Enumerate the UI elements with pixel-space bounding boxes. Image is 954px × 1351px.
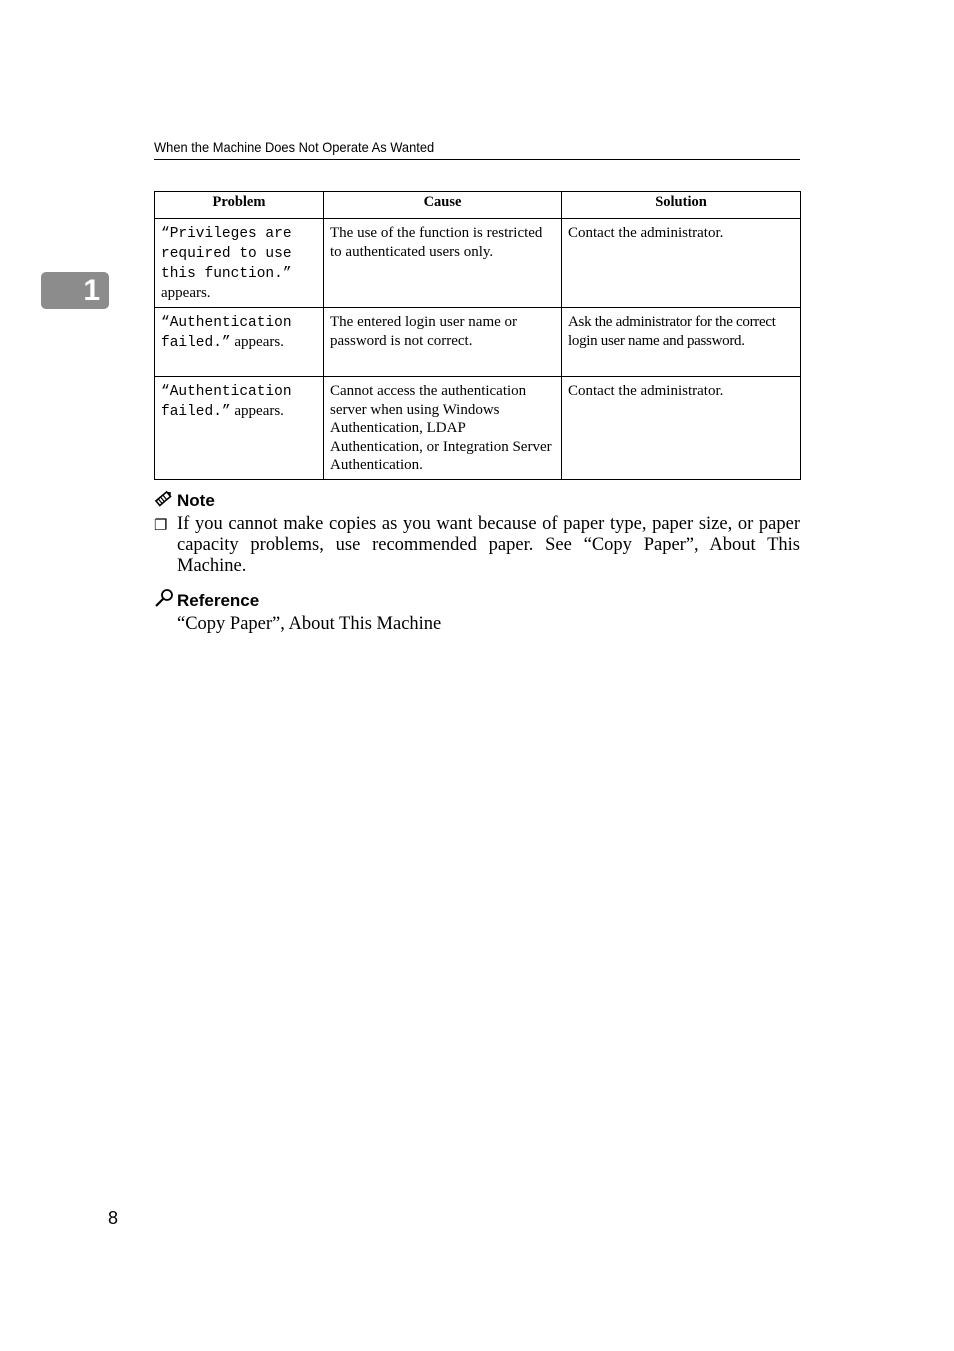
page-number: 8 bbox=[108, 1208, 119, 1228]
problem-message: “Authentication failed.” bbox=[161, 315, 292, 351]
troubleshooting-table bbox=[154, 191, 801, 480]
problem-cell bbox=[155, 308, 324, 377]
reference-heading-label: Reference bbox=[177, 590, 260, 610]
column-header-solution: Solution bbox=[562, 192, 801, 219]
problem-suffix: appears. bbox=[230, 403, 284, 419]
note-list-item bbox=[154, 514, 800, 577]
note-heading bbox=[154, 489, 215, 512]
note-text: If you cannot make copies as you want because of paper type, paper size, or paper capacity problems, use recommended paper. See “Copy Paper”, About This Machine. bbox=[177, 514, 800, 576]
table-header-row bbox=[155, 192, 801, 219]
header-rule bbox=[154, 159, 800, 160]
column-header-problem: Problem bbox=[155, 192, 324, 219]
solution-cell: Contact the administrator. bbox=[562, 219, 801, 308]
problem-cell bbox=[155, 377, 324, 480]
magnifier-icon bbox=[154, 588, 177, 613]
problem-suffix: appears. bbox=[230, 334, 284, 350]
checkbox-bullet-icon: ❐ bbox=[154, 518, 168, 534]
table-row bbox=[155, 219, 801, 308]
solution-cell: Ask the administrator for the correct login user name and password. bbox=[562, 308, 801, 377]
running-header: When the Machine Does Not Operate As Wanted bbox=[154, 139, 435, 155]
cause-cell: The use of the function is restricted to authenticated users only. bbox=[324, 219, 562, 308]
problem-message: “Privileges are required to use this function.” bbox=[161, 226, 292, 282]
solution-cell: Contact the administrator. bbox=[562, 377, 801, 480]
reference-text: “Copy Paper”, About This Machine bbox=[177, 614, 442, 634]
problem-cell bbox=[155, 219, 324, 308]
pencil-icon bbox=[154, 489, 177, 512]
column-header-cause: Cause bbox=[324, 192, 562, 219]
cause-cell: Cannot access the authentication server when using Windows Authentication, LDAP Authentication, or Integration Server Authentication. bbox=[324, 377, 562, 480]
table-row bbox=[155, 308, 801, 377]
problem-suffix: appears. bbox=[161, 285, 211, 301]
note-heading-label: Note bbox=[177, 490, 215, 510]
cause-cell: The entered login user name or password is not correct. bbox=[324, 308, 562, 377]
table-row bbox=[155, 377, 801, 480]
reference-heading bbox=[154, 588, 259, 613]
problem-message: “Authentication failed.” bbox=[161, 384, 292, 420]
chapter-tab: 1 bbox=[41, 272, 109, 309]
